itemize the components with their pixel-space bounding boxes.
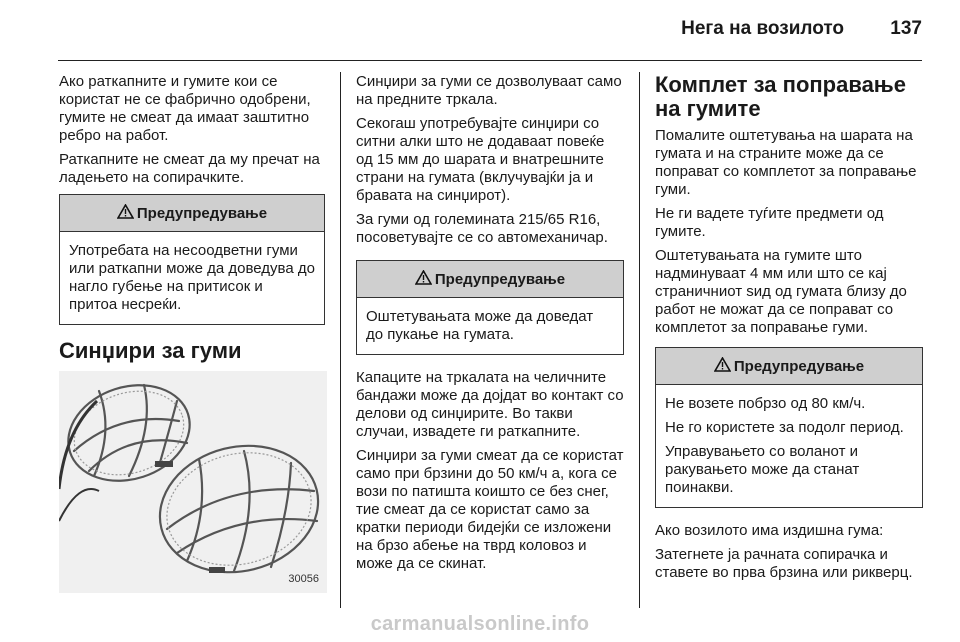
paragraph: Ако раткапните и гумите кои се користат не се фабрично одобрени, гумите не смеат да имаат заштитно ребро на работ. [59, 73, 311, 144]
warning-text: Не возете побрзо од 80 км/ч. [665, 395, 866, 412]
column-2 [356, 73, 624, 579]
section-title: Синџири за гуми [59, 338, 242, 363]
running-header-title: Нега на возилото [681, 18, 844, 39]
warning-triangle-icon [117, 204, 134, 223]
section-title: Комплет за поправање на гумите [655, 72, 906, 121]
paragraph: Синџири за гуми смеат да се користат само при брзини до 50 км/ч а, кога се вози по патишта коишто се без снег, тие смеат да се користат само за кратки периоди бидејќи се изложени на брзо абење на тврд коловоз и може да се скинат. [356, 447, 624, 572]
watermark: carmanualsonline.info [370, 613, 590, 635]
warning-text: Не го користете за подолг период. [665, 419, 904, 436]
column-1 [59, 73, 325, 593]
paragraph: Помалите оштетувања на шарата на гумата и на страните може да се поправат со комплетот за поправање гуми. [655, 127, 917, 198]
column-divider [340, 72, 341, 608]
paragraph: Капаците на тркалата на челичните бандажи може да дојдат во контакт со делови од синџирите. Во такви случаи, извадете ги раткапните. [356, 369, 624, 440]
warning-body [656, 385, 922, 507]
paragraph: Оштетувањата на гумите што надминуваат 4 мм или што се кај страничниот ѕид од гумата близу до работ не можат да се поправат со комплетот за поправање гуми. [655, 247, 907, 336]
paragraph: Секогаш употребувајте синџири со ситни алки што не додаваат повеќе од 15 мм до шарата и внатрешните страни на гумата (вклучувајќи ја и бравата на синџирот). [356, 115, 605, 204]
warning-body [357, 298, 623, 354]
warning-header [357, 261, 623, 298]
header-rule [58, 60, 922, 61]
warning-title: Предупредување [136, 204, 268, 222]
snow-chains-illustration [59, 371, 327, 593]
warning-title: Предупредување [434, 270, 566, 288]
warning-text: Оштетувањата може да доведат до пукање на гумата. [366, 308, 594, 343]
warning-triangle-icon [415, 270, 432, 289]
warning-header [60, 195, 324, 232]
warning-text: Употребата на несоодветни гуми или раткапни може да доведува до нагло губење на притисок и притоа несреќи. [69, 242, 315, 313]
paragraph: За гуми од големината 215/65 R16, посоветувајте се со автомеханичар. [356, 211, 608, 246]
warning-title: Предупредување [733, 357, 865, 375]
warning-box [59, 194, 325, 325]
page-number: 137 [890, 18, 922, 39]
warning-body [60, 232, 324, 324]
figure-number: 30056 [288, 573, 319, 585]
column-3 [655, 73, 923, 588]
warning-header [656, 348, 922, 385]
column-divider [639, 72, 640, 608]
warning-box [356, 260, 624, 355]
warning-text: Управувањето со воланот и ракувањето може да станат поинакви. [665, 443, 860, 496]
paragraph: Ако возилото има издишна гума: [655, 522, 884, 539]
paragraph: Затегнете ја рачната сопирачка и ставете во прва брзина или рикверц. [655, 546, 913, 581]
paragraph: Синџири за гуми се дозволуваат само на предните тркала. [356, 73, 622, 108]
paragraph: Не ги вадете туѓите предмети од гумите. [655, 205, 884, 240]
paragraph: Раткапните не смеат да му пречат на ладењето на сопирачките. [59, 151, 320, 186]
warning-triangle-icon [714, 357, 731, 376]
warning-box [655, 347, 923, 508]
